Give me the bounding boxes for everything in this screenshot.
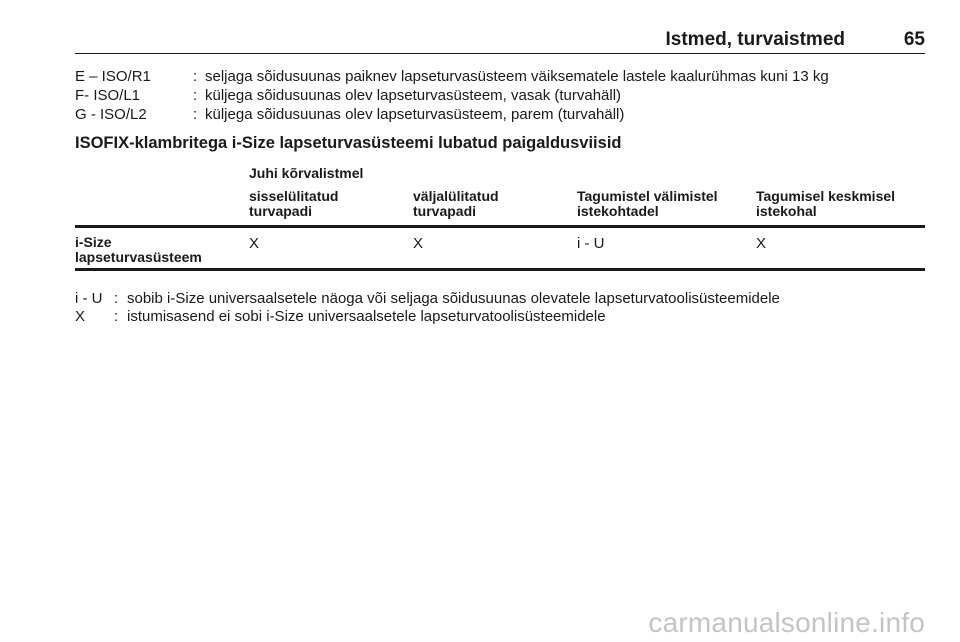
- note-separator: :: [114, 290, 119, 307]
- definition-separator: :: [193, 68, 198, 85]
- note-key: X: [75, 308, 86, 325]
- notes-list: [75, 290, 780, 326]
- table-cell: i - U: [577, 235, 605, 252]
- note-separator: :: [114, 308, 119, 325]
- column-header-line: Tagumistel välimistel: [577, 188, 718, 204]
- watermark: carmanualsonline.info: [648, 607, 925, 638]
- table-row-label: [75, 235, 235, 265]
- definition-separator: :: [193, 87, 198, 104]
- page-header: [75, 27, 925, 54]
- section-title: ISOFIX-klambritega i-Size lapseturvasüsteemi lubatud paigaldusviisid: [75, 134, 622, 152]
- row-label-line: lapseturvasüsteem: [75, 249, 202, 265]
- definition-separator: :: [193, 106, 198, 123]
- definition-text: küljega sõidusuunas olev lapseturvasüsteem, vasak (turvahäll): [205, 87, 622, 104]
- definition-row: [75, 105, 829, 124]
- column-header-line: väljalülitatud: [413, 188, 499, 204]
- column-header-line: turvapadi: [413, 203, 477, 219]
- column-header: [413, 189, 588, 219]
- definition-row: [75, 86, 829, 105]
- definition-key: G - ISO/L2: [75, 106, 147, 123]
- row-label-line: i-Size: [75, 234, 112, 250]
- column-header-line: turvapadi: [249, 203, 313, 219]
- column-header: [249, 189, 424, 219]
- definition-key: F- ISO/L1: [75, 87, 141, 104]
- note-row: [75, 308, 780, 326]
- definition-text: küljega sõidusuunas olev lapseturvasüsteem, parem (turvahäll): [205, 106, 625, 123]
- column-header: [577, 189, 752, 219]
- note-key: i - U: [75, 290, 103, 307]
- column-header-line: Tagumisel keskmisel: [756, 188, 896, 204]
- definition-key: E – ISO/R1: [75, 68, 151, 85]
- definition-text: seljaga sõidusuunas paiknev lapseturvasüsteem väiksematele lastele kaalurühmas kuni 13 kg: [205, 68, 829, 85]
- column-header-line: sisselülitatud: [249, 188, 339, 204]
- page-title: Istmed, turvaistmed: [665, 29, 845, 50]
- column-header: [756, 189, 931, 219]
- column-header-line: istekohtadel: [577, 203, 659, 219]
- table-group-header: Juhi kõrvalistmel: [249, 165, 364, 181]
- table-bottom-rule: [75, 268, 925, 271]
- note-text: istumisasend ei sobi i-Size universaalsetele lapseturvatoolisüsteemidele: [127, 308, 606, 325]
- column-header-line: istekohal: [756, 203, 817, 219]
- table-cell: X: [756, 235, 767, 252]
- definition-list: [75, 67, 829, 124]
- note-row: [75, 290, 780, 308]
- definition-row: [75, 67, 829, 86]
- table-header-rule: [75, 225, 925, 228]
- table-cell: X: [413, 235, 424, 252]
- page-number: 65: [903, 29, 925, 50]
- table-cell: X: [249, 235, 260, 252]
- note-text: sobib i-Size universaalsetele näoga või seljaga sõidusuunas olevatele lapseturvatoolisüsteemidele: [127, 290, 780, 307]
